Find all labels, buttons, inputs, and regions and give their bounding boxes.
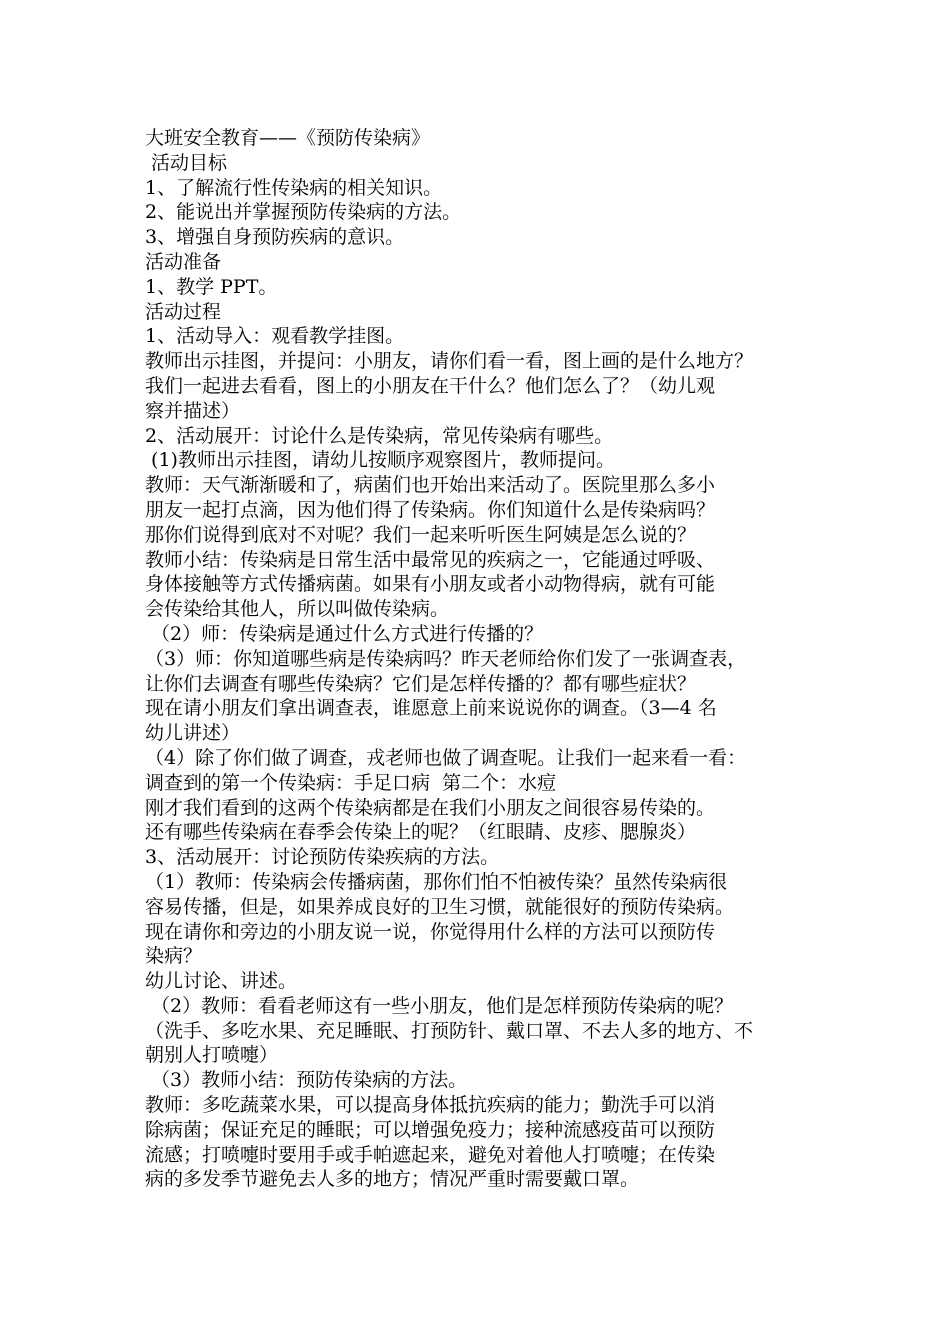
text-line: 2、活动展开：讨论什么是传染病，常见传染病有哪些。 xyxy=(145,424,614,447)
text-line: 教师：天气渐渐暖和了，病菌们也开始出来活动了。医院里那么多小 xyxy=(145,474,716,497)
text-line: 容易传播，但是，如果养成良好的卫生习惯，就能很好的预防传染病。 xyxy=(145,895,735,918)
text-line: 现在请小朋友们拿出调查表，谁愿意上前来说说你的调查。（3—4 名 xyxy=(145,697,717,720)
text-line: 病的多发季节避免去人多的地方；情况严重时需要戴口罩。 xyxy=(145,1168,640,1191)
text-line: 教师小结：传染病是日常生活中最常见的疾病之一，它能通过呼吸、 xyxy=(145,548,716,571)
text-line: 3、活动展开：讨论预防传染疾病的方法。 xyxy=(145,846,500,869)
text-line: 我们一起进去看看，图上的小朋友在干什么？他们怎么了？（幼儿观 xyxy=(145,374,716,397)
text-line: 刚才我们看到的这两个传染病都是在我们小朋友之间很容易传染的。 xyxy=(145,796,716,819)
document-body xyxy=(145,126,815,1192)
text-line: （4）除了你们做了调查，戎老师也做了调查呢。让我们一起来看一看： xyxy=(145,746,747,769)
text-line: 调查到的第一个传染病：手足口病 第二个：水痘 xyxy=(145,771,557,794)
text-line: 教师出示挂图，并提问：小朋友，请你们看一看，图上画的是什么地方？ xyxy=(145,350,754,373)
text-line: 染病？ xyxy=(145,945,203,968)
text-line: 身体接触等方式传播病菌。如果有小朋友或者小动物得病，就有可能 xyxy=(145,573,716,596)
text-line: 察并描述） xyxy=(145,399,241,422)
text-line: 朋友一起打点滴，因为他们得了传染病。你们知道什么是传染病吗？ xyxy=(145,498,716,521)
text-line: 幼儿讲述） xyxy=(145,722,241,745)
text-line: 除病菌；保证充足的睡眠；可以增强免疫力；接种流感疫苗可以预防 xyxy=(145,1118,716,1141)
text-line: （1）教师：传染病会传播病菌，那你们怕不怕被传染？虽然传染病很 xyxy=(145,870,728,893)
text-line: （2）师：传染病是通过什么方式进行传播的？ xyxy=(145,622,544,645)
text-line: （3）师：你知道哪些病是传染病吗？昨天老师给你们发了一张调查表， xyxy=(145,647,747,670)
text-line: （洗手、多吃水果、充足睡眠、打预防针、戴口罩、不去人多的地方、不 xyxy=(145,1019,754,1042)
text-line: 流感；打喷嚏时要用手或手帕遮起来，避免对着他人打喷嚏；在传染 xyxy=(145,1143,716,1166)
text-line: 幼儿讨论、讲述。 xyxy=(145,970,298,993)
text-line: 活动目标 xyxy=(145,151,228,174)
text-line: 1、活动导入：观看教学挂图。 xyxy=(145,325,405,348)
text-line: 1、了解流行性传染病的相关知识。 xyxy=(145,176,443,199)
text-line: 活动准备 xyxy=(145,250,222,273)
text-line: 让你们去调查有哪些传染病？它们是怎样传播的？都有哪些症状？ xyxy=(145,672,697,695)
text-line: 活动过程 xyxy=(145,300,222,323)
text-line: （3）教师小结：预防传染病的方法。 xyxy=(145,1069,468,1092)
text-line: 1、教学 PPT。 xyxy=(145,275,278,298)
text-line: 朝别人打喷嚏） xyxy=(145,1044,279,1067)
text-line: 那你们说得到底对不对呢？我们一起来听听医生阿姨是怎么说的？ xyxy=(145,523,697,546)
text-line: 还有哪些传染病在春季会传染上的呢？（红眼睛、皮疹、腮腺炎） xyxy=(145,821,697,844)
text-line: 会传染给其他人，所以叫做传染病。 xyxy=(145,598,450,621)
text-line: 2、能说出并掌握预防传染病的方法。 xyxy=(145,201,462,224)
text-line: (1)教师出示挂图，请幼儿按顺序观察图片，教师提问。 xyxy=(145,449,615,472)
text-line: 3、增强自身预防疾病的意识。 xyxy=(145,226,405,249)
text-line: 现在请你和旁边的小朋友说一说，你觉得用什么样的方法可以预防传 xyxy=(145,920,716,943)
document-title: 大班安全教育——《预防传染病》 xyxy=(145,127,431,149)
text-line: （2）教师：看看老师这有一些小朋友，他们是怎样预防传染病的呢？ xyxy=(145,994,734,1017)
text-line: 教师：多吃蔬菜水果，可以提高身体抵抗疾病的能力；勤洗手可以消 xyxy=(145,1094,716,1117)
